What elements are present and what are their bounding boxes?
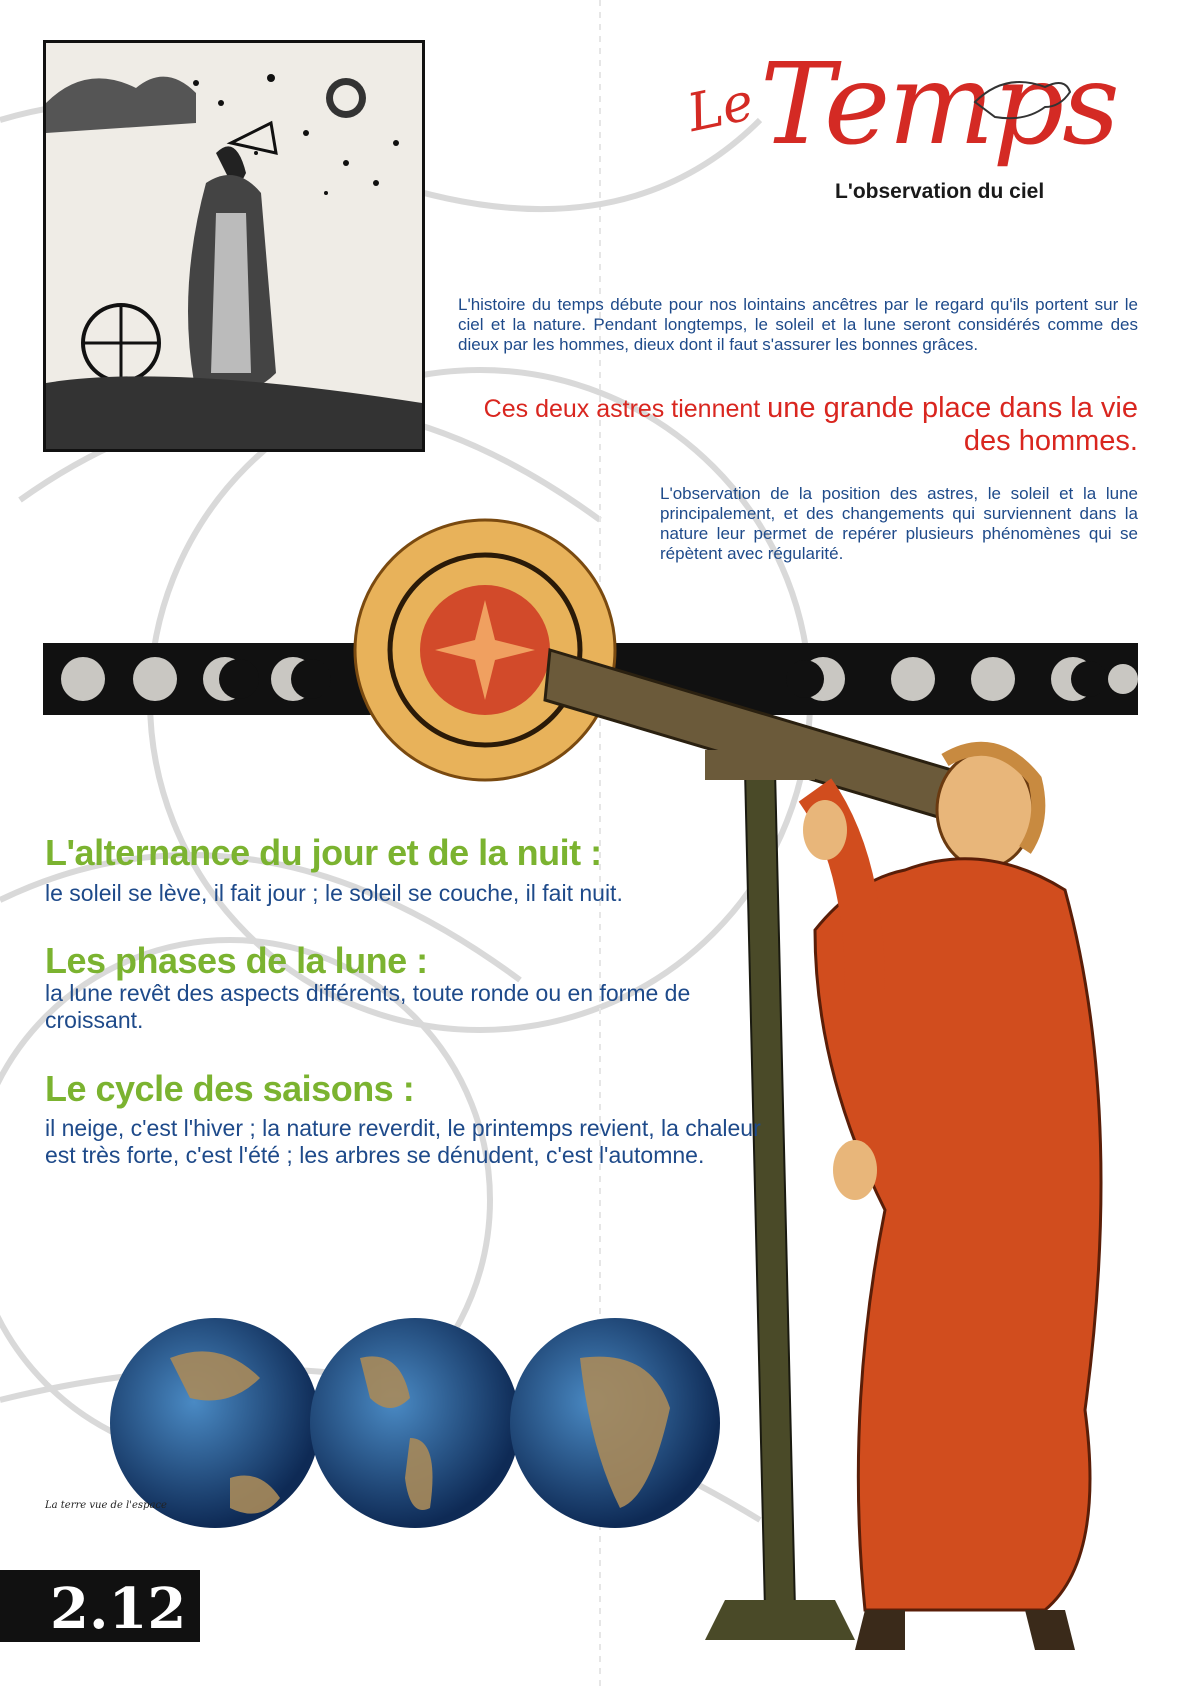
text-day-night: le soleil se lève, il fait jour ; le soleil se couche, il fait nuit. (45, 880, 623, 906)
logo-le: Le (682, 71, 759, 145)
observation-paragraph: L'observation de la position des astres, le soleil et la lune principalement, et des changements qui surviennent dans la nature leur permet de repérer plusieurs phénomènes qui se répètent avec régularité. (660, 484, 1138, 563)
leaping-hare-icon (965, 62, 1075, 142)
logo-temps: Temps (760, 40, 1118, 170)
page-number: 2.12 (50, 1576, 187, 1642)
text-moon-phases: la lune revêt des aspects différents, toute ronde ou en forme de croissant. (45, 980, 691, 1033)
highlight-part2: une grande place dans la vie des hommes. (767, 392, 1138, 457)
heading-seasons: Le cycle des saisons : (45, 1068, 415, 1109)
astronomer-engraving (43, 40, 425, 452)
text-seasons: il neige, c'est l'hiver ; la nature reverdit, le printemps revient, la chaleur est très forte, c'est l'été ; les arbres se dénudent, c'est l'automne. (45, 1115, 761, 1168)
intro-paragraph: L'histoire du temps débute pour nos lointains ancêtres par le regard qu'ils portent sur le ciel et la nature. Pendant longtemps, le soleil et la lune seront considérés comme des dieux par les hommes, dieux dont il faut s'assurer les bonnes grâces. (458, 295, 1138, 354)
globes-caption: La terre vue de l'espace (45, 1500, 167, 1511)
earth-globes-image (110, 1248, 720, 1598)
heading-day-night: L'alternance du jour et de la nuit : (45, 832, 602, 873)
highlight-part1: Ces deux astres tiennent (483, 395, 768, 423)
highlight-text (470, 392, 1138, 458)
subtitle: L'observation du ciel (835, 180, 1045, 203)
heading-moon-phases: Les phases de la lune : (45, 940, 428, 981)
